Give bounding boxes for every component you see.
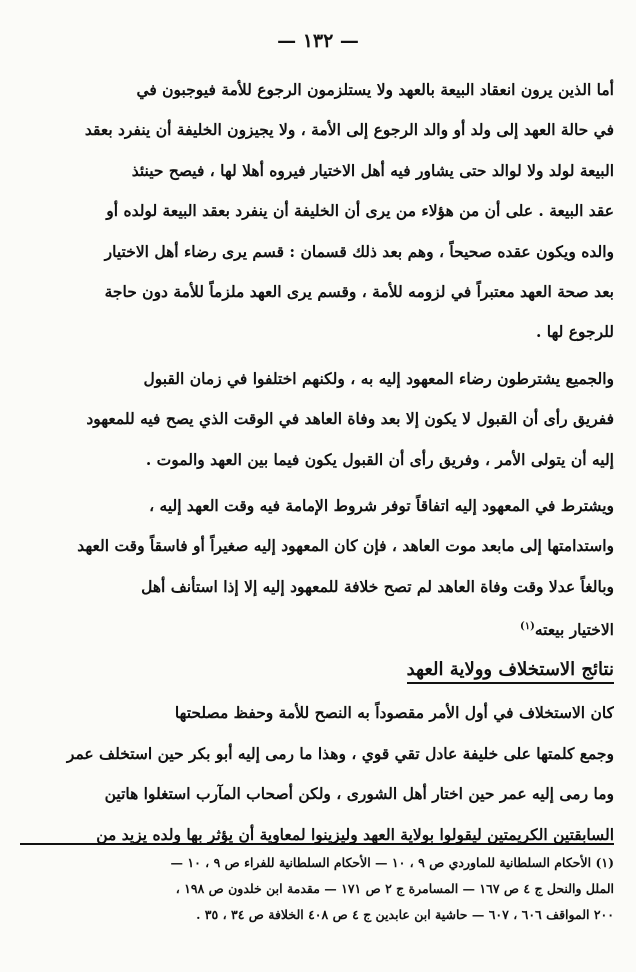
text-line: عقد البيعة . على أن من هؤلاء من يرى أن الخليفة أن ينفرد بعقد البيعة لولده أو: [106, 201, 614, 221]
paragraph-1: [20, 70, 614, 353]
text-line: أما الذين يرون انعقاد البيعة بالعهد ولا يستلزمون الرجوع للأمة فيوجبون في: [136, 80, 614, 99]
text-line: واستدامتها إلى مابعد موت العاهد ، فإن كان المعهود إليه صغيراً أو فاسقاً وقت العهد: [77, 536, 614, 556]
text-line: كان الاستخلاف في أول الأمر مقصوداً به النصح للأمة وحفظ مصلحتها: [174, 703, 614, 723]
text-line: إليه أن يتولى الأمر ، وفريق رأى أن القبول يكون فيما بين العهد والموت .: [145, 449, 614, 469]
main-text: [20, 70, 614, 855]
paragraph-2: [20, 359, 614, 480]
footnote-line: (١) الأحكام السلطانية للماوردي ص ٩ ، ١٠ — الأحكام السلطانية للفراء ص ٩ ، ١٠ —: [170, 855, 614, 870]
text-line: للرجوع لها .: [535, 322, 614, 342]
footnote-divider: [20, 843, 614, 845]
text-line: البيعة لولد ولا لوالد حتى يشاور فيه أهل الاختيار فيروه أهلا لها ، فيصح حينئذ: [131, 160, 614, 180]
text-line-content: الاختيار بيعته: [534, 620, 614, 640]
section-heading: [20, 647, 614, 693]
section-heading-text: نتائج الاستخلاف وولاية العهد: [407, 659, 614, 684]
text-line: والجميع يشترطون رضاء المعهود إليه به ، ولكنهم اختلفوا في زمان القبول: [143, 368, 614, 388]
text-line: والده ويكون عقده صحيحاً ، وهم بعد ذلك قسمان : قسم يرى رضاء أهل الاختيار: [104, 241, 614, 261]
text-line: وبالغاً عدلا وقت وفاة العاهد لم تصح خلافة للمعهود إليه إلا إذا استأنف أهل: [141, 576, 614, 596]
text-line: وجمع كلمتها على خليفة عادل تقي قوي ، وهذا ما رمى إليه أبو بكر حين استخلف عمر: [66, 743, 614, 763]
footnotes: [20, 850, 614, 928]
footnote-line: ٢٠٠ المواقف ٦٠٦ ، ٦٠٧ — حاشية ابن عابدين ج ٤ ص ٤٠٨ الخلافة ص ٣٤ ، ٣٥ .: [196, 907, 614, 922]
paragraph-3: [20, 486, 614, 648]
text-line: [20, 607, 614, 647]
text-line: بعد صحة العهد معتبراً في لزومه للأمة ، وقسم يرى العهد ملزماً للأمة دون حاجة: [104, 281, 614, 301]
text-line: ففريق رأى أن القبول لا يكون إلا بعد وفاة العاهد في الوقت الذي يصح فيه للمعهود: [86, 409, 614, 429]
paragraph-4: [20, 693, 614, 855]
text-line: السابقتين الكريمتين ليقولوا بولاية العهد وليزينوا لمعاوية أن يؤثر بها ولده يزيد من: [96, 824, 614, 844]
footnote-line: الملل والنحل ج ٤ ص ١٦٧ — المسامرة ج ٢ ص ١٧١ — مقدمة ابن خلدون ص ١٩٨ ،: [175, 881, 614, 896]
page-number: — ١٣٢ —: [277, 30, 359, 52]
text-line: في حالة العهد إلى ولد أو والد الرجوع إلى الأمة ، ولا يجيزون الخليفة أن ينفرد بعقد: [84, 120, 614, 140]
text-line: وما رمى إليه عمر حين اختار أهل الشورى ، ولكن أصحاب المآرب استغلوا هاتين: [104, 784, 614, 804]
text-line: ويشترط في المعهود إليه اتفاقاً توفر شروط الإمامة فيه وقت العهد إليه ،: [149, 495, 614, 515]
footnote-marker: (١): [520, 621, 535, 633]
